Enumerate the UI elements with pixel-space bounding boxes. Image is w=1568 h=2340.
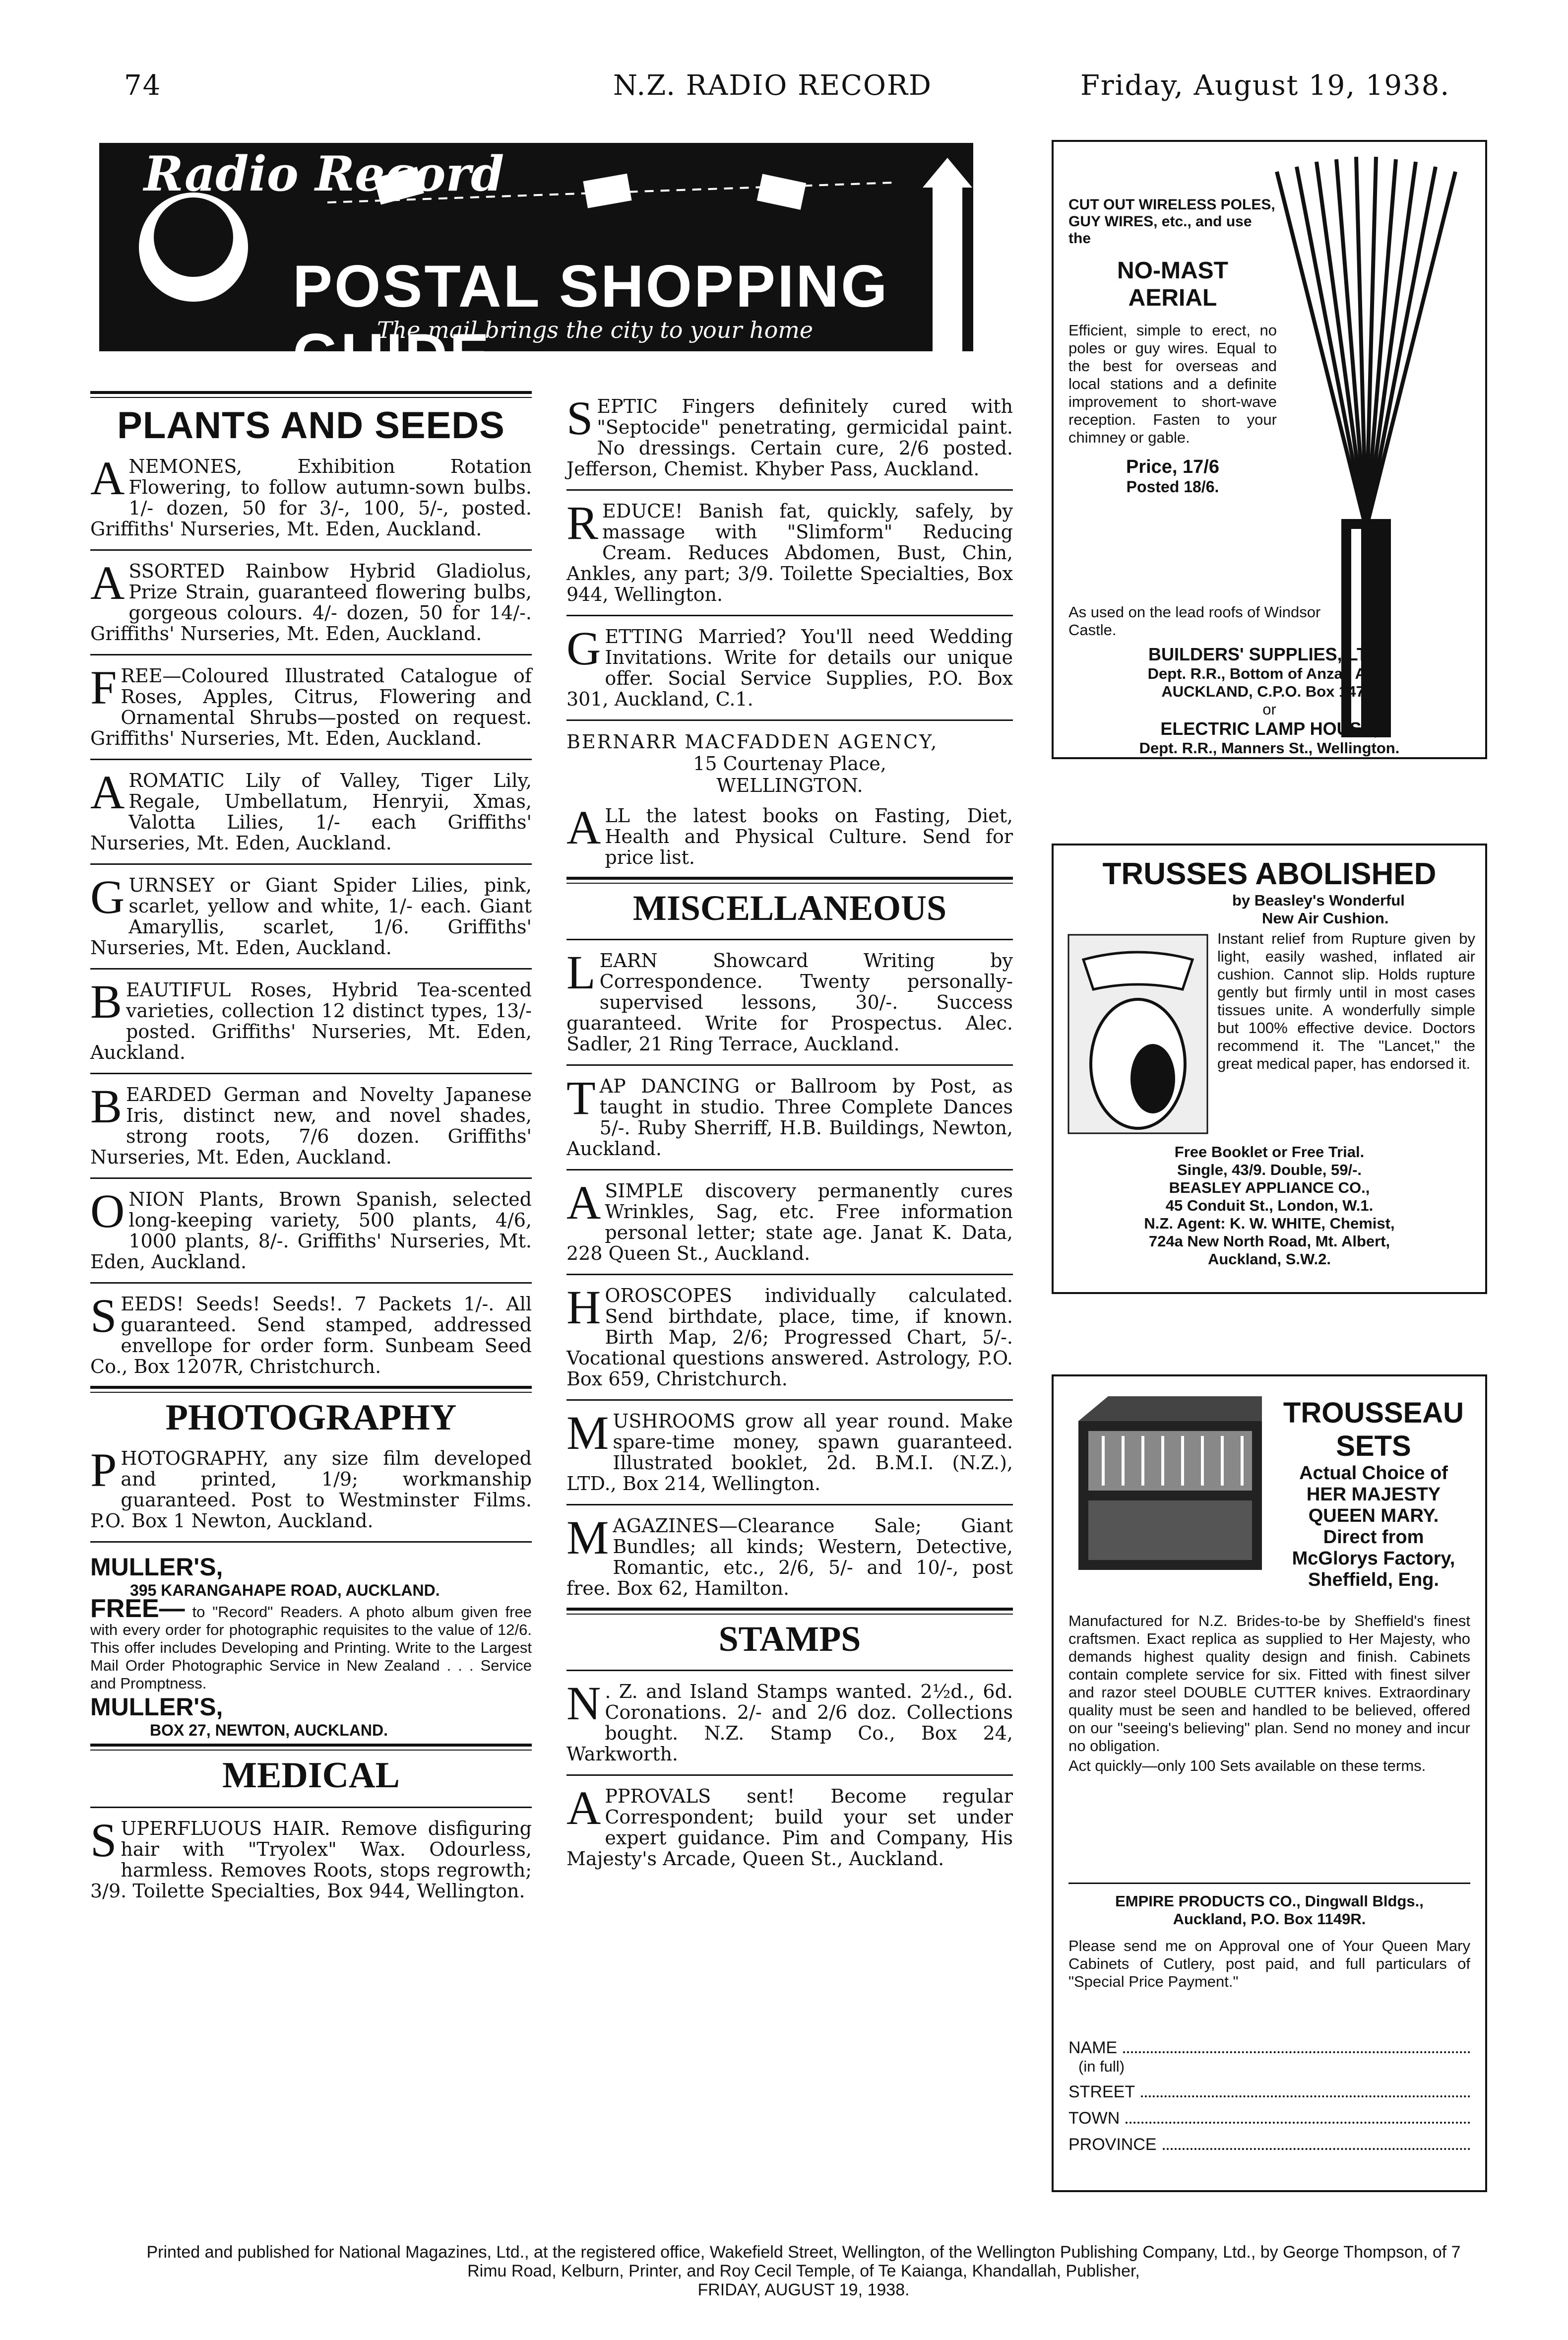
classified-ad: BEARDED German and Novelty Japanese Iris, distinct new, and novel shades, strong roots, 7/6 dozen. Griffiths' Nurseries, Mt. Eden, Auckland. bbox=[90, 1080, 532, 1168]
classified-ad: AROMATIC Lily of Valley, Tiger Lily, Regale, Umbellatum, Henryii, Xmas, Valotta Lilies, 1/- each Griffiths' Nurseries, Mt. Eden, Auckland. bbox=[90, 766, 532, 854]
classified-ad: PHOTOGRAPHY, any size film developed and printed, 1/9; workmanship guaranteed. Post to Westminster Films. P.O. Box 1 Newton, Auckland. bbox=[90, 1443, 532, 1532]
macfadden-ad: BERNARR MACFADDEN AGENCY, 15 Courtenay Place, WELLINGTON. ALL the latest books on Fasting, Diet, Health and Physical Culture. Send for price list. bbox=[566, 731, 1013, 868]
column-middle bbox=[566, 387, 1013, 1878]
classified-ad: APPROVALS sent! Become regular Correspondent; build your set under expert guidance. Pim and Company, His Majesty's Arcade, Queen St., Auckland. bbox=[566, 1781, 1013, 1870]
classified-ad: FREE—Coloured Illustrated Catalogue of Roses, Apples, Citrus, Flowering and Ornamental Shrubs—posted on request. Griffiths' Nurseries, Mt. Eden, Auckland. bbox=[90, 661, 532, 749]
classified-ad: ASSORTED Rainbow Hybrid Gladiolus, Prize Strain, guaranteed flowering bulbs, gorgeous colours. 4/- dozen, 50 for 14/-. Griffiths' Nurseries, Mt. Eden, Auckland. bbox=[90, 556, 532, 645]
section-title-plants: PLANTS AND SEEDS bbox=[117, 404, 505, 447]
trusses-ad: TRUSSES ABOLISHED by Beasley's Wonderful New Air Cushion. Instant relief from Rupture given by light, easily washed, inflated air cushion. Cannot slip. Holds rupture gently but firmly until in most cases tissues unite. A wonderfully simple but 100% effective device. Doctors recommend it. The "Lancet," the great medical paper, has endorsed it. Free Booklet or Free Trial. Single, 43/9. Double, 59/-. BEASLEY APPLIANCE CO., 45 Conduit St., London, W.1. N.Z. Agent: K. W. WHITE, Chemist, 724a New North Road, Mt. Albert, Auckland, S.W.2. bbox=[1052, 844, 1487, 1294]
classified-ad: N . Z. and Island Stamps wanted. 2½d., 6d. Coronations. 2/- and 2/6 doz. Collections bought. N.Z. Stamp Co., Box 24, Warkworth. bbox=[566, 1677, 1013, 1765]
mullers-ad: MULLER'S, 395 KARANGAHAPE ROAD, AUCKLAND. FREE— to "Record" Readers. A photo album given free with every order for photographic requisites to the value of 12/6. This offer includes Developing and Printing. Write to the Largest Mail Order Photographic Service in New Zealand . . . Service and Promptness. MULLER'S, BOX 27, NEWTON, AUCKLAND. bbox=[90, 1553, 532, 1739]
classified-ad: GURNSEY or Giant Spider Lilies, pink, scarlet, yellow and white, 1/- each. Giant Amaryllis, scarlet, 1/6. Griffiths' Nurseries, Mt. Eden, Auckland. bbox=[90, 870, 532, 959]
classified-ad: ASIMPLE discovery permanently cures Wrinkles, Sag, etc. Free information personal letter; state age. Janat K. Data, 228 Queen St., Auckland. bbox=[566, 1176, 1013, 1264]
postal-shopping-banner bbox=[99, 143, 973, 388]
section-title-stamps: STAMPS bbox=[718, 1619, 861, 1659]
banner-script-title: Radio Record bbox=[144, 146, 504, 202]
classified-ad: LEARN Showcard Writing by Correspondence. Twenty personally-supervised lessons, 30/-. Success guaranteed. Write for Prospectus. Alec. Sadler, 21 Ring Terrace, Auckland. bbox=[566, 946, 1013, 1055]
column-left bbox=[90, 387, 532, 1910]
classified-ad: MUSHROOMS grow all year round. Make spare-time money, spawn guaranteed. Illustrated booklet, 2d. B.M.I. (N.Z.), LTD., Box 214, Wellington. bbox=[566, 1406, 1013, 1495]
banner-main-title: POSTAL SHOPPING GUIDE bbox=[293, 253, 889, 388]
section-title-photography: PHOTOGRAPHY bbox=[165, 1397, 457, 1438]
footer-imprint: Printed and published for National Magazines, Ltd., at the registered office, Wakefield Street, Wellington, of the Wellington Publishing Company, Ltd., by George Thompson, of 7 Rimu Road, Kelburn, Printer, and Roy Cecil Temple, of Te Kaianga, Khandallah, Publisher, FRIDAY, AUGUST 19, 1938. bbox=[146, 2243, 1461, 2299]
order-coupon-form: NAME (in full) STREET TOWN PROVINCE bbox=[1068, 2031, 1470, 2161]
divider bbox=[90, 1386, 532, 1393]
classified-ad: SEEDS! Seeds! Seeds!. 7 Packets 1/-. All guaranteed. Send stamped, addressed envellope for order form. Sunbeam Seed Co., Box 1207R, Christchurch. bbox=[90, 1289, 532, 1377]
section-title-misc: MISCELLANEOUS bbox=[632, 888, 947, 928]
cutlery-cabinet-illustration bbox=[1068, 1391, 1272, 1580]
classified-ad: REDUCE! Banish fat, quickly, safely, by massage with "Slimform" Reducing Cream. Reduces Abdomen, Bust, Chin, Ankles, any part; 3/9. Toilette Specialties, Box 944, Wellington. bbox=[566, 496, 1013, 605]
province-field[interactable]: PROVINCE bbox=[1068, 2135, 1470, 2154]
publication-title: N.Z. RADIO RECORD bbox=[613, 69, 932, 102]
issue-date: Friday, August 19, 1938. bbox=[1080, 69, 1450, 102]
classified-ad: MAGAZINES—Clearance Sale; Giant Bundles; all kinds; Western, Detective, Romantic, etc., 2/6, 5/- and 10/-, post free. Box 62, Hamilton. bbox=[566, 1511, 1013, 1599]
street-field[interactable]: STREET bbox=[1068, 2082, 1470, 2102]
divider bbox=[566, 877, 1013, 884]
name-field[interactable]: NAME bbox=[1068, 2038, 1470, 2058]
divider bbox=[90, 391, 532, 398]
page-number: 74 bbox=[124, 69, 162, 102]
town-field[interactable]: TOWN bbox=[1068, 2109, 1470, 2128]
classified-ad: ONION Plants, Brown Spanish, selected long-keeping variety, 500 plants, 4/6, 1000 plants, 8/-. Griffiths' Nurseries, Mt. Eden, Auckland. bbox=[90, 1184, 532, 1273]
classified-ad: SUPERFLUOUS HAIR. Remove disfiguring hair with "Tryolex" Wax. Odourless, harmless. Removes Roots, stops regrowth; 3/9. Toilette Specialties, Box 944, Wellington. bbox=[90, 1814, 532, 1902]
trousseau-ad: TROUSSEAU SETS Actual Choice of HER MAJESTY QUEEN MARY. Direct from McGlorys Factory, Sheffield, Eng. Manufactured for N.Z. Brides-to-be by Sheffield's finest craftsmen. Exact replica as supplied to Her Majesty, who demands highest quality design and finish. Cabinets contain complete service for six. Fitted with finest silver and razor steel DOUBLE CUTTER knives. Extraordinary quality must be seen and handled to be believed, offered on our "seeing's believing" plan. Send no money and incur no obligation. Act quickly—only 100 Sets available on these terms. EMPIRE PRODUCTS CO., Dingwall Bldgs., Auckland, P.O. Box 1149R. Please send me on Approval one of Your Queen Mary Cabinets of Cutlery, post paid, and full particulars of "Special Price Payment." NAME (in full) STREET TOWN PROVINCE bbox=[1052, 1374, 1487, 2192]
classified-ad: GETTING Married? You'll need Wedding Invitations. Write for details our unique offer. Social Service Supplies, P.O. Box 301, Auckland, C.1. bbox=[566, 622, 1013, 710]
divider bbox=[566, 1608, 1013, 1615]
classified-ad: SEPTIC Fingers definitely cured with "Septocide" penetrating, germicidal paint. No dressings. Certain cure, 2/6 posted. Jefferson, Chemist. Khyber Pass, Auckland. bbox=[566, 391, 1013, 480]
classified-ad: HOROSCOPES individually calculated. Send birthdate, place, time, if known. Birth Map, 2/6; Progressed Chart, 5/-. Vocational questions answered. Astrology, P.O. Box 659, Christchurch. bbox=[566, 1281, 1013, 1390]
aerial-ad: CUT OUT WIRELESS POLES, GUY WIRES, etc., and use the NO-MAST AERIAL Efficient, simple to erect, no poles or guy wires. Equal to the best for overseas and local stations and a definite improvement to short-wave reception. Fasten to your chimney or gable. Price, 17/6 Posted 18/6. As used on the lead roofs of Windsor Castle. BUILDERS' SUPPLIES, LTD., Dept. R.R., Bottom of Anzac Ave., AUCKLAND, C.P.O. Box 1477, or ELECTRIC LAMP HOUSE, Dept. R.R., Manners St., Wellington. bbox=[1052, 140, 1487, 759]
classified-ad: TAP DANCING or Ballroom by Post, as taught in studio. Three Complete Dances 5/-. Ruby Sherriff, H.B. Buildings, Newton, Auckland. bbox=[566, 1071, 1013, 1160]
classified-ad: ANEMONES, Exhibition Rotation Flowering, to follow autumn-sown bulbs. 1/- dozen, 50 for 3/-, 100, 5/-, posted. Griffiths' Nurseries, Mt. Eden, Auckland. bbox=[90, 452, 532, 540]
banner-tagline: The mail brings the city to your home bbox=[377, 317, 814, 343]
divider bbox=[90, 1744, 532, 1751]
section-title-medical: MEDICAL bbox=[222, 1755, 400, 1796]
classified-ad: BEAUTIFUL Roses, Hybrid Tea-scented varieties, collection 12 distinct types, 13/- posted. Griffiths' Nurseries, Mt. Eden, Auckland. bbox=[90, 975, 532, 1063]
air-cushion-illustration bbox=[1064, 930, 1212, 1138]
plants-ads bbox=[90, 452, 532, 1377]
